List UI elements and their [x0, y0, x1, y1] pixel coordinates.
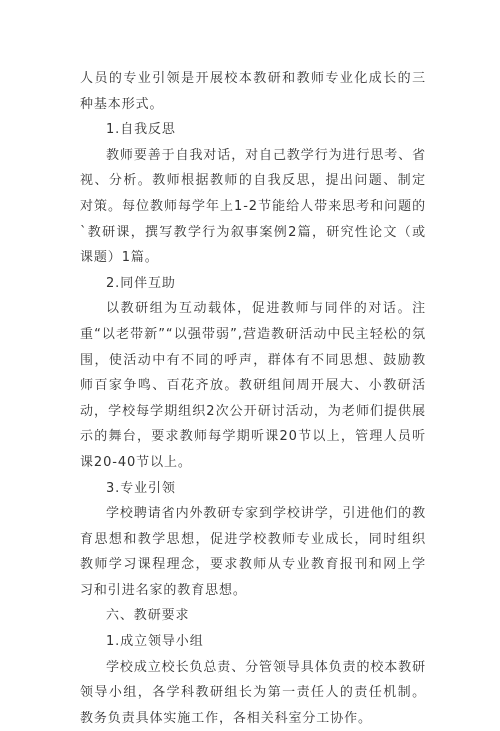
chapter-heading: 六、教研要求	[106, 608, 190, 624]
body-paragraph: 人员的专业引领是开展校本教研和教师专业化成长的三种基本形式。	[80, 71, 426, 112]
body-paragraph: 以教研组为互动载体，促进教师与同伴的对话。注重“以老带新”“以强带弱”,营造教研活动中民主轻松的氛围，使活动中有不同的呼声，群体有不同思想、鼓励教师百家争鸣、百花齐放。教研组间周开展大、小教研活动，学校每学期组织2次公开研讨活动，为老师们提供展示的舞台，要求教师每学期听课20节以上，管理人员听课20-40节以上。	[80, 301, 426, 470]
body-paragraph: 学校聘请省内外教研专家到学校讲学，引进他们的教育思想和教学思想，促进学校教师专业成长，同时组织教师学习课程理念，要求教师从专业教育报刊和网上学习和引进名家的教育思想。	[80, 506, 426, 598]
section-heading: 1.自我反思	[106, 122, 176, 138]
section-heading: 1.成立领导小组	[106, 634, 204, 650]
section-heading: 3.专业引领	[106, 480, 176, 496]
section-heading: 2.同伴互助	[106, 275, 176, 291]
body-paragraph: 教师要善于自我对话，对自己教学行为进行思考、省视、分析。教师根据教师的自我反思，提出问题、制定对策。每位教师每学年上1-2节能给人带来思考和问题的`教研课，撰写教学行为叙事案例2篇，研究性论文（或课题）1篇。	[80, 147, 426, 266]
body-paragraph: 学校成立校长负总责、分管领导具体负责的校本教研领导小组，各学科教研组长为第一责任人的责任机制。教务负责具体实施工作，各相关科室分工协作。	[80, 659, 426, 726]
